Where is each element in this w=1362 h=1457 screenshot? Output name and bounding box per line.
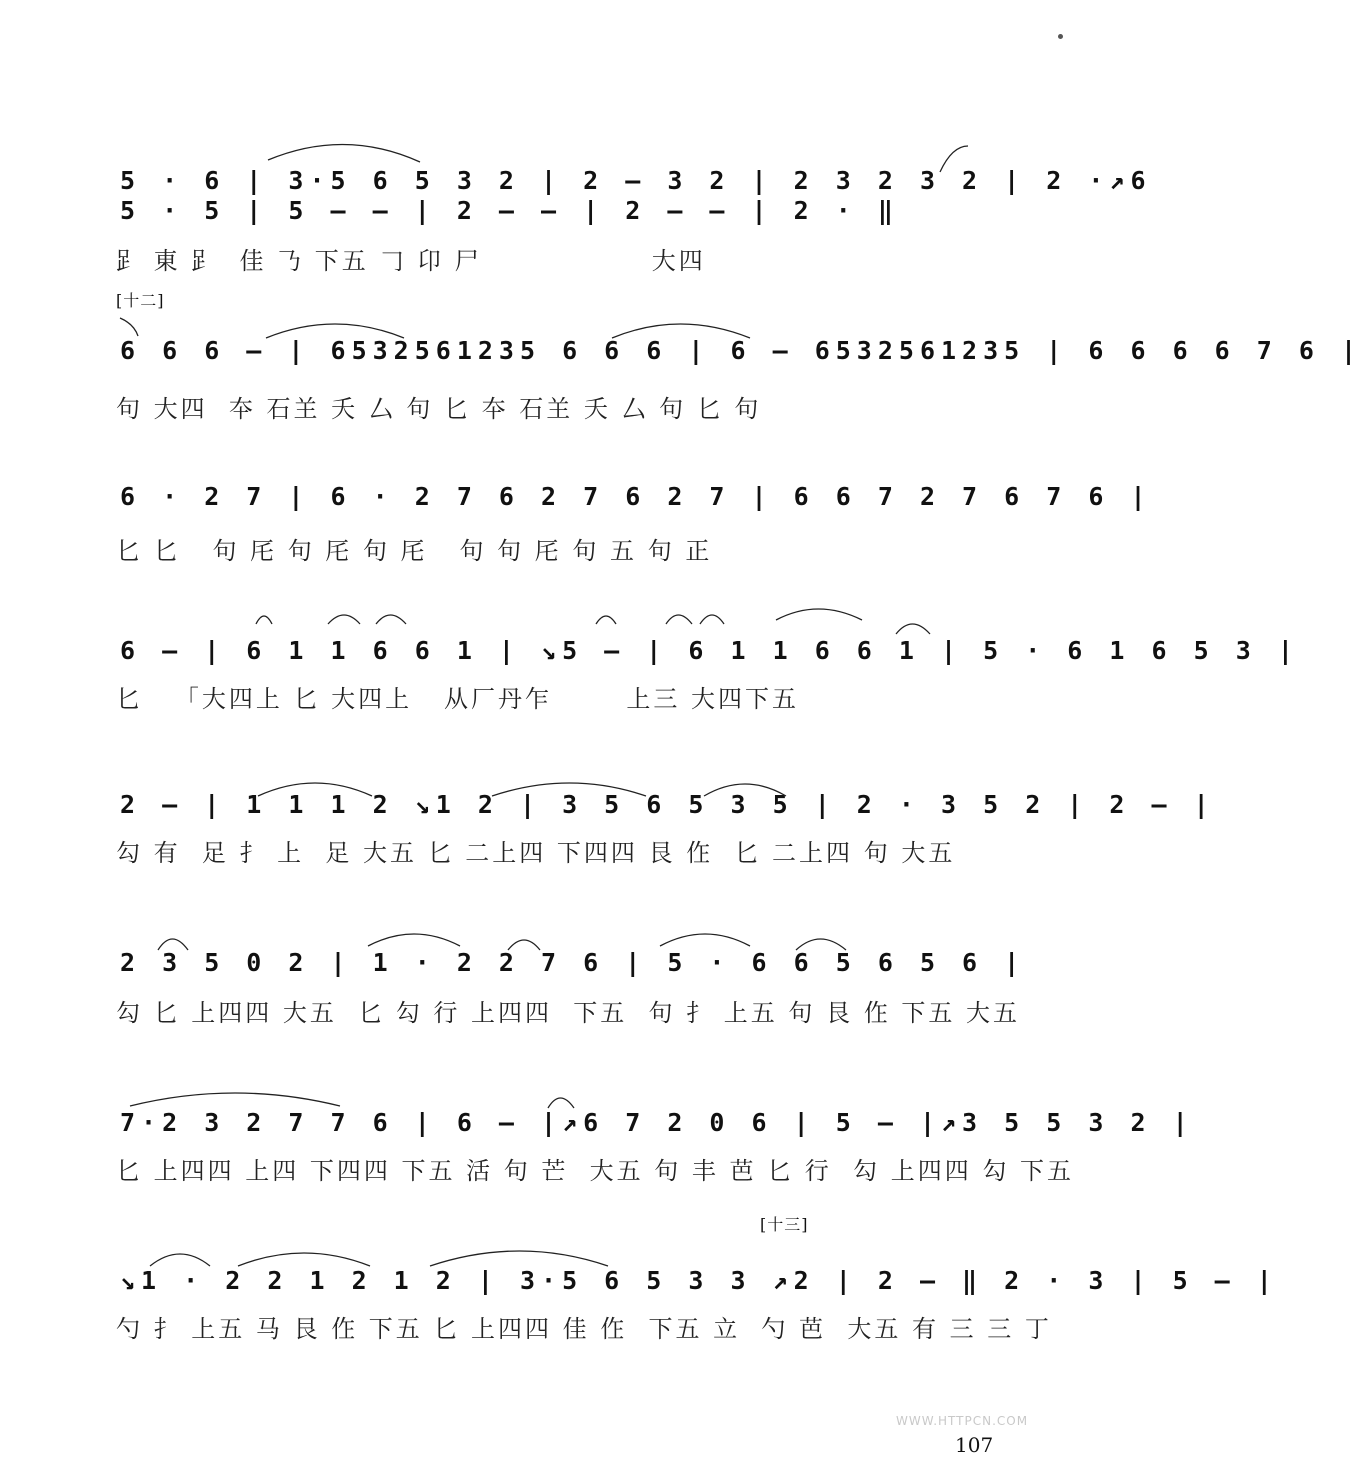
slur (328, 615, 360, 624)
slur (596, 616, 616, 624)
slur (368, 934, 460, 946)
tablature-line: 匕 「大四上 匕 大四上 从厂丹乍 上三 大四下五 (116, 685, 800, 713)
notation-line: 5 · 6 | 3·5 6 5 3 2 | 2 — 3 2 | 2 3 2 3 2 | 2 ·↗6 (120, 166, 1152, 195)
notation-line: 2 — | 1 1 1 2 ↘1 2 | 3 5 6 5 3 5 | 2 · 3 5 2 | 2 — | (120, 790, 1215, 819)
slur (268, 144, 420, 162)
page-number: 107 (955, 1433, 994, 1457)
notation-line: 7·2 3 2 7 7 6 | 6 — |↗6 7 2 0 6 | 5 — |↗3 5 5 3 2 | (120, 1108, 1194, 1137)
watermark: WWW.HTTPCN.COM (896, 1414, 1029, 1428)
section-marker: [十三] (760, 1215, 809, 1234)
slur (548, 1098, 574, 1108)
tablature-line: 勾 有 足 扌 上 足 大五 匕 二上四 下四四 艮 㑅 匕 二上四 句 大五 (116, 839, 956, 867)
tablature-line: 勾 匕 上四四 大五 匕 勾 行 上四四 下五 句 扌 上五 句 艮 㑅 下五 大五 (116, 999, 1020, 1027)
notation-line: 6 · 2 7 | 6 · 2 7 6 2 7 6 2 7 | 6 6 7 2 7 6 7 6 | (120, 482, 1152, 511)
page-mark (1058, 34, 1063, 39)
slur (130, 1093, 340, 1106)
slur (256, 616, 272, 624)
slur (660, 934, 750, 946)
tablature-line: 匕 上四四 上四 下四四 下五 活 句 芒 大五 句 丰 芭 匕 行 勾 上四四 勾 下五 (116, 1157, 1074, 1185)
tablature-line: 匕 匕 句 厇 句 厇 句 厇 句 句 厇 句 五 句 正 (116, 537, 713, 565)
notation-line: 6 — | 6 1 1 6 6 1 | ↘5 — | 6 1 1 6 6 1 | 5 · 6 1 6 5 3 | (120, 636, 1299, 665)
notation-line-lower: 5 · 5 | 5 — — | 2 — — | 2 — — | 2 · ‖ (120, 196, 899, 225)
notation-line: ↘1 · 2 2 1 2 1 2 | 3·5 6 5 3 3 ↗2 | 2 — ‖ 2 · 3 | 5 — | (120, 1266, 1278, 1295)
slur (700, 615, 724, 624)
slur (376, 615, 406, 624)
slur (120, 318, 138, 336)
tablature-line: 𧾷 東 𧾷 佳 𠄎 下五 𠃌 卬 尸 大四 (116, 247, 706, 275)
notation-line: 2 3 5 0 2 | 1 · 2 2 7 6 | 5 · 6 6 5 6 5 6 | (120, 948, 1026, 977)
slur (238, 1253, 370, 1266)
slur (666, 615, 692, 624)
slur (150, 1254, 210, 1266)
tablature-line: 句 大四 夲 石𦍌 夭 厶 句 匕 夲 石𦍌 夭 厶 句 匕 句 (116, 395, 762, 423)
slur (896, 624, 930, 634)
slur (776, 609, 862, 620)
section-marker: [十二] (116, 291, 165, 310)
notation-line: 6 6 6 — | 6532561235 6 6 6 | 6 — 6532561235 | 6 6 6 6 7 6 | (120, 336, 1362, 365)
tablature-line: 勺 扌 上五 马 艮 㑅 下五 匕 上四四 佳 㑅 下五 立 勺 芭 大五 有 三 三 丁 (116, 1315, 1052, 1343)
slur (430, 1251, 608, 1266)
